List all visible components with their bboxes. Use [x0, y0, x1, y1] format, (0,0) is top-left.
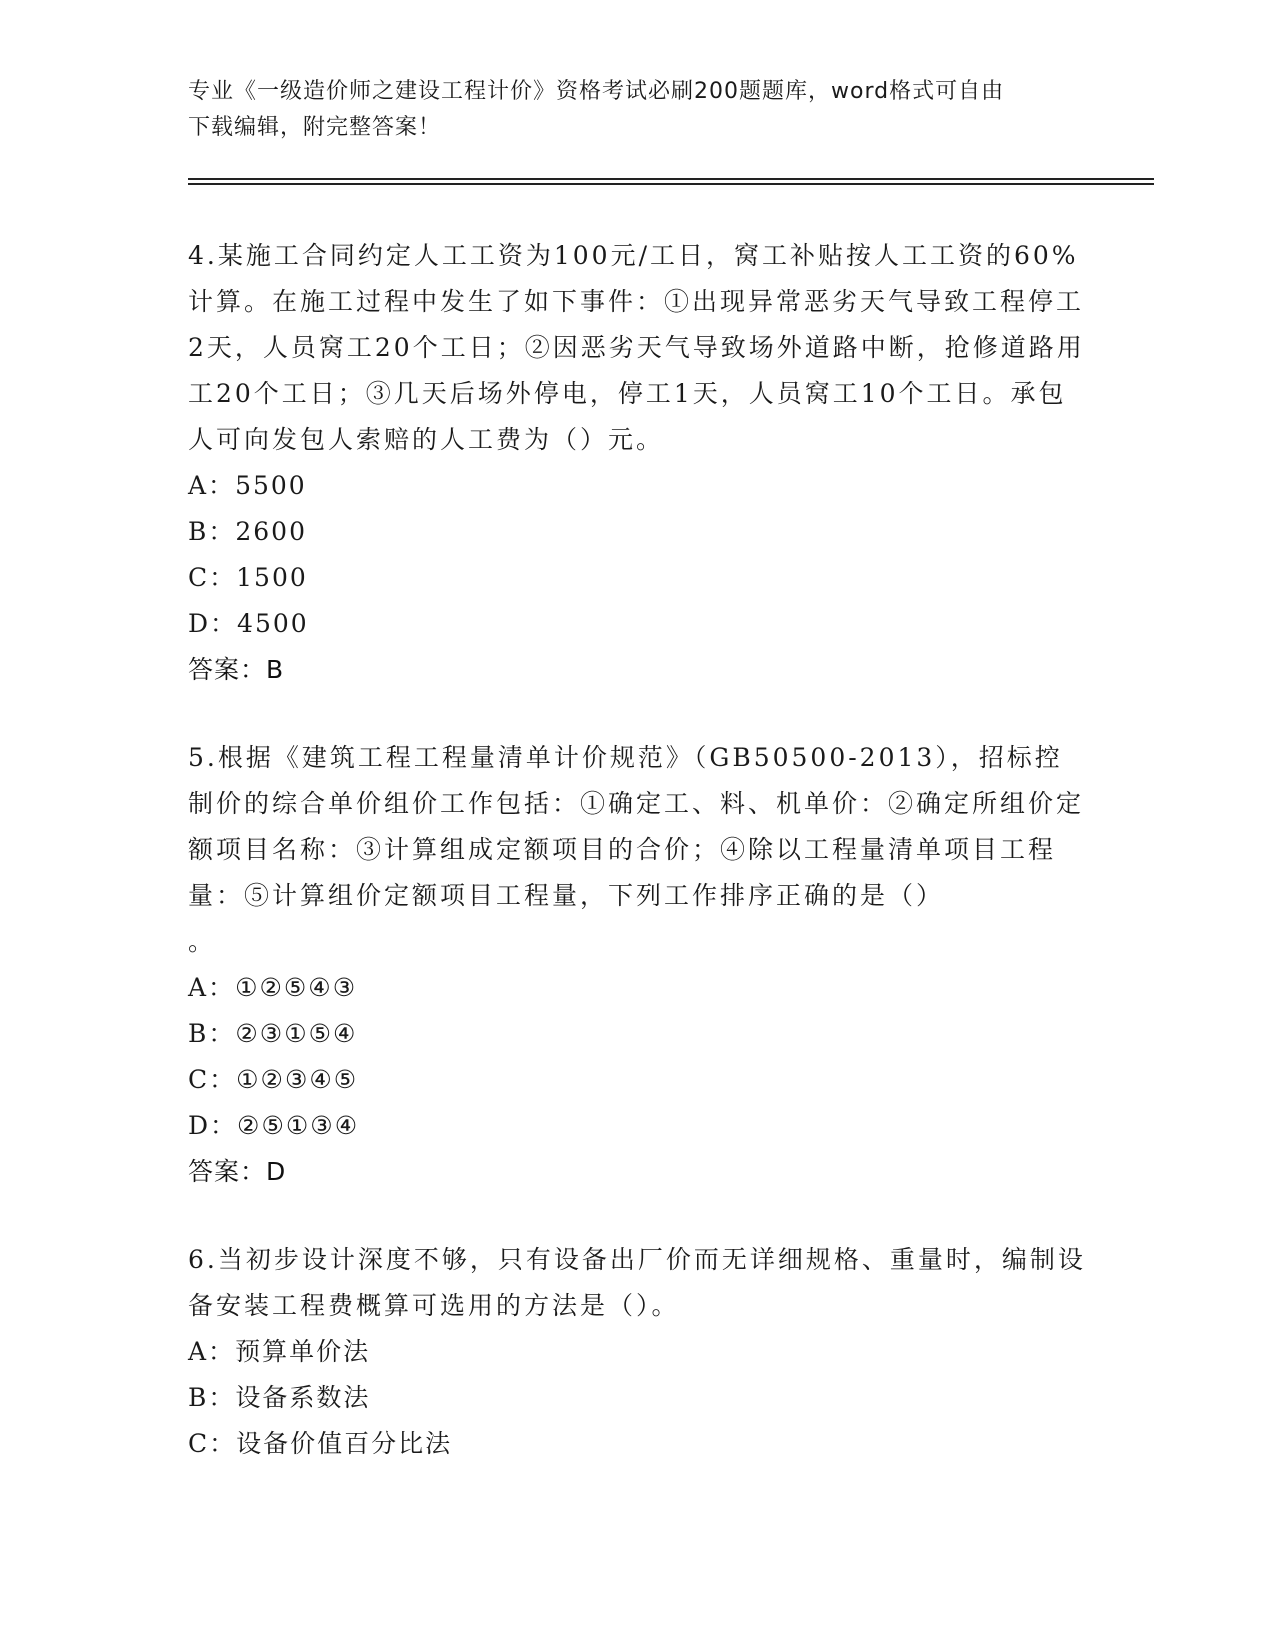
option-c	[188, 1421, 1088, 1467]
option-key: B：	[188, 1383, 236, 1412]
answer-line: 答案：B	[188, 655, 285, 684]
option-key: A：	[188, 973, 236, 1002]
option-key: C：	[188, 563, 237, 592]
option-key: B：	[188, 517, 236, 546]
question-6	[188, 1237, 1088, 1467]
question-stem: 6.当初步设计深度不够，只有设备出厂价而无详细规格、重量时，编制设备安装工程费概算可选用的方法是（）。	[188, 1245, 1086, 1320]
option-key: B：	[188, 1019, 236, 1048]
question-stem: 4.某施工合同约定人工工资为100元/工日，窝工补贴按人工工资的60%计算。在施工过程中发生了如下事件：①出现异常恶劣天气导致工程停工2天，人员窝工20个工日；②因恶劣天气导致场外道路中断，抢修道路用工20个工日；③几天后场外停电，停工1天，人员窝工10个工日。承包人可向发包人索赔的人工费为（）元。	[188, 241, 1085, 454]
option-text: ①②③④⑤	[236, 1065, 359, 1094]
question-stem-text: 5.根据《建筑工程工程量清单计价规范》（GB50500-2013），招标控制价的综合单价组价工作包括：①确定工、料、机单价：②确定所组价定额项目名称：③计算组成定额项目的合价；④除以工程量清单项目工程量：⑤计算组价定额项目工程量，下列工作排序正确的是（）	[188, 743, 1085, 910]
option-key: C：	[188, 1065, 237, 1094]
document-header	[188, 74, 1088, 146]
answer-line: 答案：D	[188, 1157, 287, 1186]
option-d	[188, 601, 1088, 647]
option-key: A：	[188, 471, 236, 500]
option-c	[188, 555, 1088, 601]
option-key: C：	[188, 1429, 237, 1458]
option-b	[188, 509, 1088, 555]
header-line-1: 专业《一级造价师之建设工程计价》资格考试必刷200题题库，word格式可自由	[188, 79, 1005, 104]
option-a	[188, 463, 1088, 509]
option-text: ②⑤①③④	[237, 1111, 360, 1140]
option-text: ②③①⑤④	[235, 1019, 358, 1048]
option-d	[188, 1103, 1088, 1149]
option-text: 设备系数法	[235, 1383, 371, 1412]
question-stem-tail: 。	[188, 927, 217, 956]
header-line-2: 下载编辑，附完整答案！	[188, 115, 442, 140]
option-text: 设备价值百分比法	[236, 1429, 453, 1458]
question-4	[188, 233, 1088, 693]
option-text: 预算单价法	[235, 1337, 371, 1366]
option-a	[188, 965, 1088, 1011]
header-divider-bottom	[188, 183, 1154, 185]
header-divider-top	[188, 178, 1154, 180]
option-text: 4500	[237, 609, 309, 638]
option-key: D：	[188, 1111, 238, 1140]
option-text: 1500	[236, 563, 308, 592]
option-b	[188, 1375, 1088, 1421]
option-c	[188, 1057, 1088, 1103]
option-text: ①②⑤④③	[235, 973, 358, 1002]
option-a	[188, 1329, 1088, 1375]
option-key: D：	[188, 609, 238, 638]
option-key: A：	[188, 1337, 236, 1366]
question-5	[188, 735, 1088, 1195]
question-stem	[188, 735, 1088, 965]
option-b	[188, 1011, 1088, 1057]
option-text: 2600	[235, 517, 307, 546]
option-text: 5500	[235, 471, 307, 500]
